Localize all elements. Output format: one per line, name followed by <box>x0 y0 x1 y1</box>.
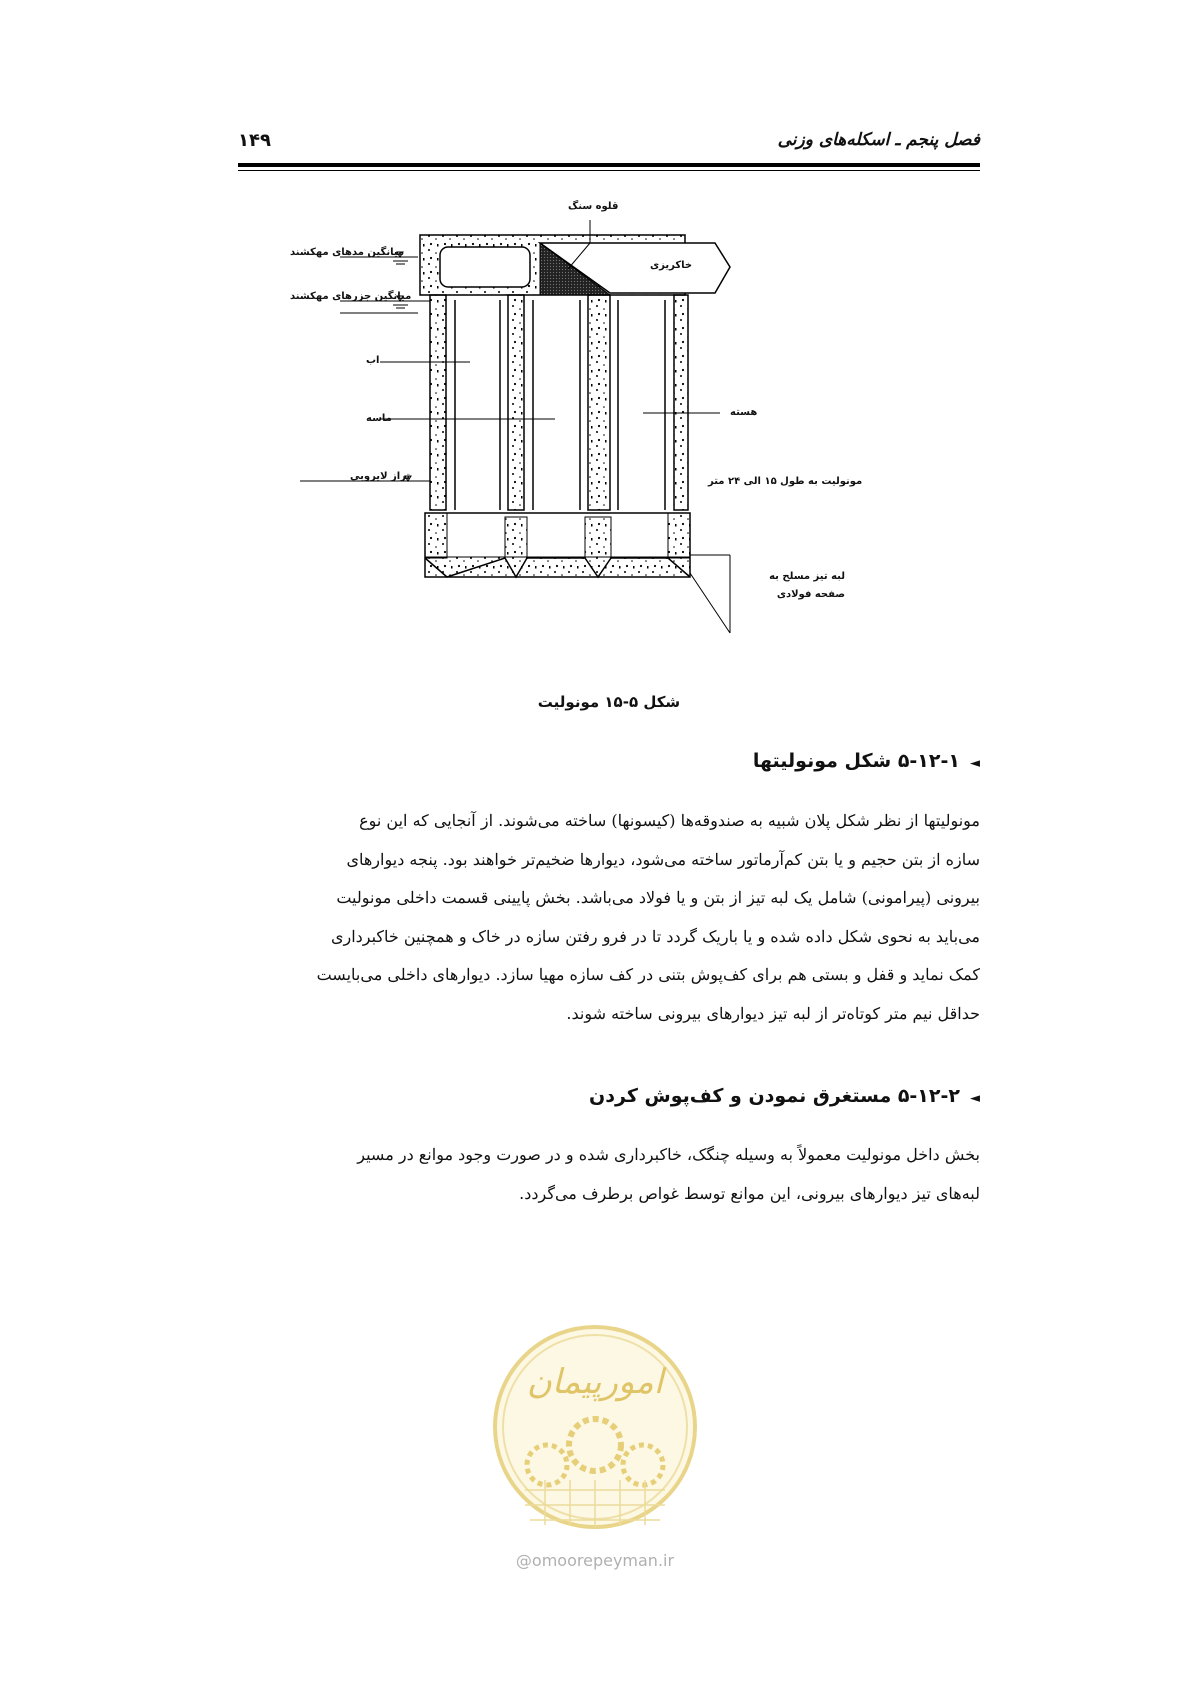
paragraph-line: بیرونی (پیرامونی) شامل یک لبه تیز از بتن و یا فولاد می‌باشد. بخش پایینی قسمت داخلی مونولیت <box>336 888 980 908</box>
label-mean-low-tide: میانگین جزرهای مهکشند <box>290 291 412 302</box>
inner-wall-2 <box>588 295 610 510</box>
section-heading-2-text: ۵-۱۲-۲ مستغرق نمودن و کف‌پوش کردن <box>589 1085 960 1107</box>
label-cutting-edge: لبه تیز مسلح به صفحه فولادی <box>769 571 845 600</box>
label-mean-high-tide: میانگین مدهای مهکشند <box>290 247 405 258</box>
page-header <box>238 130 980 156</box>
watermark-calligraphy: امورپیمان <box>526 1362 664 1402</box>
header-rule-thick <box>238 163 980 167</box>
figure-caption: شکل ۵-۱۵ مونولیت <box>537 693 681 711</box>
paragraph-line: سازه از بتن حجیم و یا بتن کم‌آرماتور ساخته می‌شود، دیوارها ضخیم‌تر خواهند بود. پنجه دیوارهای <box>346 849 980 869</box>
paragraph-line: کمک نماید و قفل و بستی هم برای کف‌پوش بتنی در کف سازه مهیا سازد. دیوارهای داخلی می‌بایست <box>316 965 980 985</box>
page-number: ۱۴۹ <box>238 130 271 151</box>
label-rubble: قلوه سنگ <box>568 201 619 212</box>
watermark-seal-icon <box>485 1315 705 1545</box>
watermark-url: @omoorepeyman.ir <box>515 1551 675 1570</box>
monolith-figure <box>290 201 940 695</box>
slab-void <box>440 247 530 287</box>
outer-wall-left <box>430 295 446 510</box>
section-heading-1 <box>753 750 980 772</box>
paragraph-line: می‌باید به نحوی شکل داده شده و یا باریک گردد تا در فرو رفتن سازه در خاک و همچنین خاکبرداری <box>330 926 980 946</box>
section-heading-1-text: ۵-۱۲-۱ شکل مونولیتها <box>752 750 960 772</box>
label-water: اب <box>366 355 380 366</box>
heading-bullet-icon: ◄ <box>970 1091 980 1106</box>
inner-wall-1 <box>508 295 524 510</box>
label-dredge-level: تراز لایروبی <box>350 471 411 482</box>
label-backfill: خاکریزی <box>650 260 693 271</box>
heading-bullet-icon: ◄ <box>970 756 980 771</box>
section-1-paragraph <box>238 802 980 1034</box>
label-core: هسته <box>730 407 758 418</box>
label-sand: ماسه <box>366 413 392 424</box>
paragraph-line: لبه‌های تیز دیوارهای بیرونی، این موانع توسط غواص برطرف می‌گردد. <box>519 1183 980 1203</box>
header-rule-thin <box>238 170 980 171</box>
chapter-title: فصل پنجم ـ اسکله‌های وزنی <box>777 130 980 150</box>
monolith-diagram <box>300 205 940 695</box>
paragraph-line: حداقل نیم متر کوتاه‌تر از لبه تیز دیوارهای بیرونی ساخته شوند. <box>566 1003 980 1023</box>
section-heading-2 <box>589 1085 980 1107</box>
outer-wall-right <box>674 295 688 510</box>
label-monolith-length: مونولیت به طول ۱۵ الی ۲۴ متر <box>708 476 863 487</box>
watermark-logo <box>485 1315 705 1590</box>
paragraph-line: بخش داخل مونولیت معمولاً به وسیله چنگک، خاکبرداری شده و در صورت وجود موانع در مسیر <box>357 1145 980 1164</box>
section-2-paragraph <box>238 1136 980 1213</box>
paragraph-line: مونولیتها از نظر شکل پلان شبیه به صندوقه‌ها (کیسونها) ساخته می‌شوند. از آنجایی که این نوع <box>359 811 980 830</box>
